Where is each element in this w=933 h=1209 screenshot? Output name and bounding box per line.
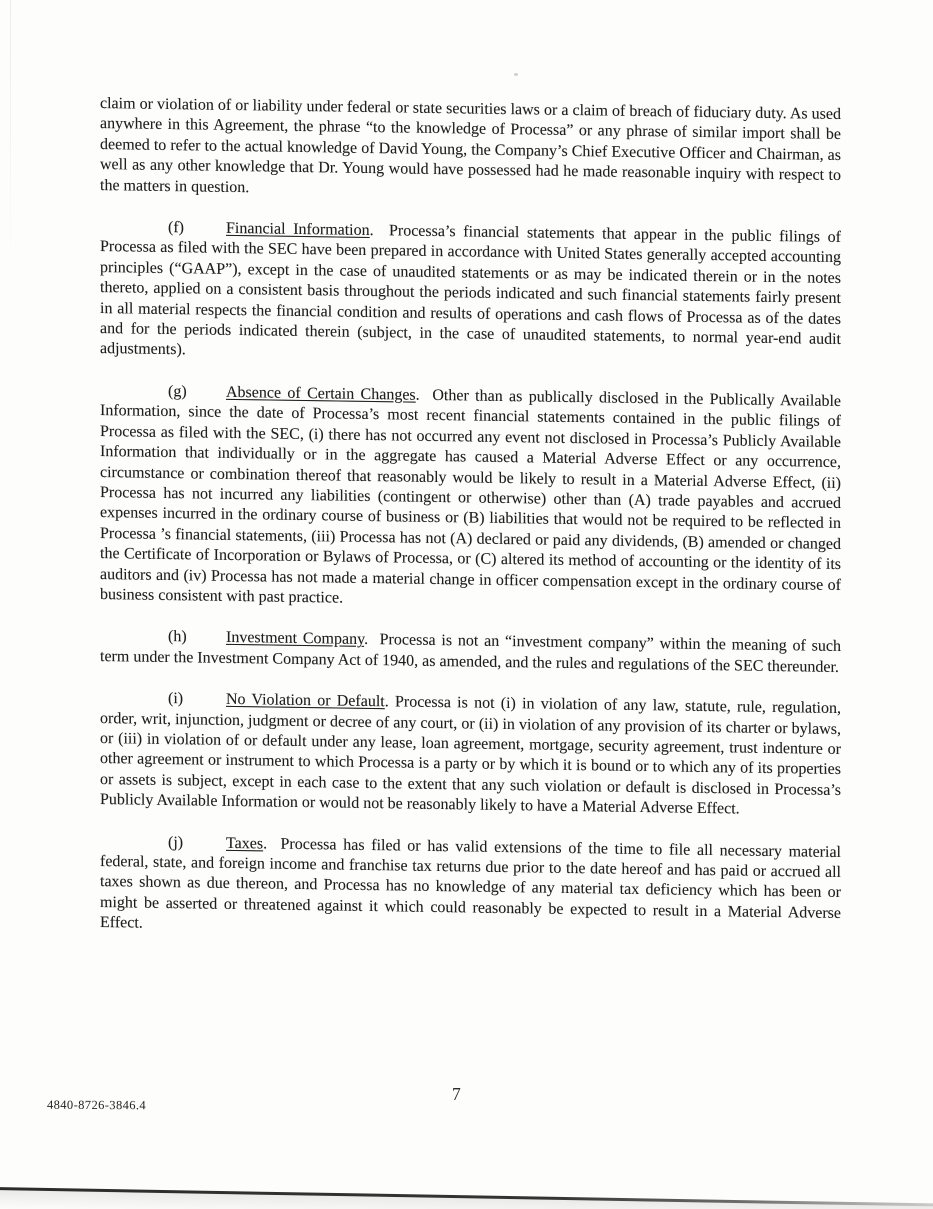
heading-period: . — [384, 693, 389, 711]
paragraph-heading: Taxes — [226, 834, 264, 853]
paragraph-heading: Investment Company — [226, 629, 365, 649]
heading-period: . — [369, 222, 374, 240]
page-number: 7 — [452, 1084, 461, 1104]
paragraph-h-investment-company — [100, 626, 841, 678]
scan-artifact-bottom-shade — [0, 1190, 933, 1209]
scan-artifact-speck — [514, 73, 518, 76]
heading-period: . — [364, 631, 369, 649]
paragraph-text: claim or violation of or liability under federal or state securities laws or a claim of breach of fiduciary duty. As used anywhere in this Agreement, the phrase “to the knowledge of Processa” or any phrase of similar import shall be deemed to refer to the actual knowledge of David Young, the Company’s Chief Executive Officer and Chairman, as well as any other knowledge that Dr. Young would have possessed had he made reasonable inquiry with respect to the matters in question. — [100, 95, 841, 196]
paragraph-label: (f) — [168, 219, 184, 237]
paragraph-label: (j) — [168, 833, 184, 851]
document-control-number: 4840-8726-3846.4 — [46, 1097, 147, 1113]
paragraph-label: (g) — [168, 382, 187, 401]
paragraph-text: Processa’s financial statements that appear in the public filings of Processa as filed with the SEC have been prepared in accordance with United States generally accepted accounting principles (“GAAP”), except in the case of unaudited statements or as may be indicated therein or in the notes thereto, applied on a consistent basis throughout the periods indicated and such financial statements fairly present in all material respects the financial condition and results of operations and cash flows of Processa as of the dates and for the periods indicated therein (subject, in the case of unaudited statements, to normal year-end audit adjustments). — [100, 222, 841, 359]
paragraph-j-taxes — [100, 832, 841, 945]
scan-artifact-left-line — [10, 0, 11, 280]
paragraph-heading: Absence of Certain Changes — [226, 383, 416, 404]
paragraph-continuation — [100, 94, 841, 207]
paragraph-f-financial-information — [100, 217, 841, 371]
paragraph-label: (h) — [168, 628, 187, 646]
paragraph-heading: No Violation or Default — [226, 691, 385, 711]
document-body — [100, 94, 841, 966]
paragraph-text: Other than as publically disclosed in the Publically Available Information, since the date of Processa’s most recent financial statements contained in the public filings of Processa as filed with the SEC, (i) there has not occurred any event not disclosed in Processa’s Publicly Available Information that individually or in the aggregate has caused a Material Adverse Effect or any occurrence, circumstance or combination thereof that reasonably would be likely to result in a Material Adverse Effect, (ii) Processa has not incurred any liabilities (contingent or otherwise) other than (A) trade payables and accrued expenses incurred in the ordinary course of business or (B) liabilities that would not be required to be reflected in Processa ’s financial statements, (iii) Processa has not (A) declared or paid any dividends, (B) amended or changed the Certificate of Incorporation or Bylaws of Processa, or (C) altered its method of accounting or the identity of its auditors and (iv) Processa has not made a material change in officer compensation except in the ordinary course of business consistent with past practice. — [100, 386, 842, 607]
paragraph-text: Processa has filed or has valid extensions of the time to file all necessary material federal, state, and foreign income and franchise tax returns due prior to the date hereof and has paid or accrued all taxes shown as due thereon, and Processa has no knowledge of any material tax deficiency which has been or might be asserted or threatened against it which could reasonably be expected to result in a Material Adverse Effect. — [100, 835, 841, 932]
paragraph-text: Processa is not (i) in violation of any law, statute, rule, regulation, order, writ, injunction, judgment or decree of any court, or (ii) in violation of any provision of its charter or bylaws, or (iii) in violation of or default under any lease, loan agreement, mortgage, security agreement, trust indenture or other agreement or instrument to which Processa is a party or by which it is bound or to which any of its properties or assets is subject, except in each case to the extent that any such violation or default is disclosed in Processa’s Publicly Available Information or would not be reasonably likely to have a Material Adverse Effect. — [100, 693, 842, 818]
paragraph-label: (i) — [168, 690, 184, 708]
paragraph-heading: Financial Information — [226, 219, 370, 240]
heading-period: . — [263, 835, 268, 853]
paragraph-g-absence-of-certain-changes — [100, 381, 841, 616]
paragraph-text: Processa is not an “investment company” within the meaning of such term under the Investment Company Act of 1940, as amended, and the rules and regulations of the SEC thereunder. — [100, 631, 842, 676]
heading-period: . — [415, 386, 420, 404]
paragraph-i-no-violation-or-default — [100, 688, 841, 821]
